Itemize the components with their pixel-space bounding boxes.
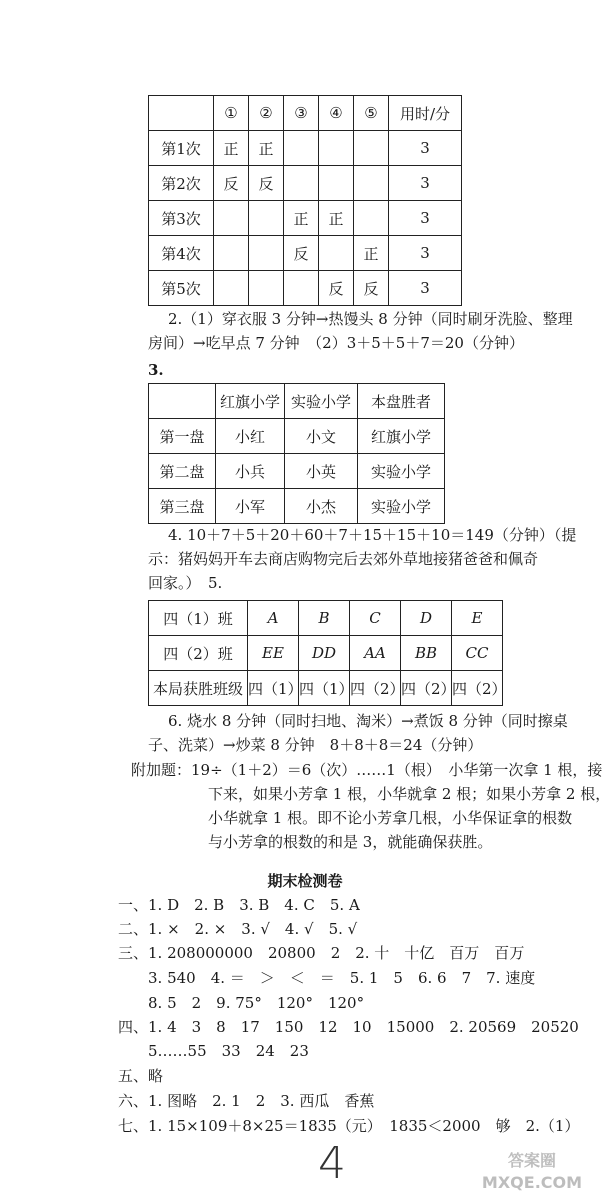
match-table-cell: BB (401, 636, 452, 671)
coin-table-cell: 第1次 (149, 131, 214, 166)
match-table-cell: CC (452, 636, 503, 671)
chess-table-cell: 第三盘 (149, 489, 216, 524)
chess-table-cell: 小文 (285, 419, 358, 454)
coin-table-row (149, 271, 462, 306)
chess-table-cell: 小英 (285, 454, 358, 489)
coin-table-cell (214, 201, 249, 236)
chess-table-cell: 小兵 (216, 454, 285, 489)
answer-section-3a: 三、1. 208000000 20800 2 2. 十 十亿 百万 百万 (118, 944, 525, 962)
chess-table-row (149, 489, 445, 524)
match-table-cell: 本局获胜班级 (149, 671, 248, 706)
q3-label: 3. (148, 361, 164, 379)
match-table-row (149, 601, 503, 636)
coin-table-row (149, 131, 462, 166)
watermark: 答案圈 MXQE.COM (481, 1151, 583, 1192)
coin-table-cell (354, 131, 389, 166)
q4-line-2: 示：猪妈妈开车去商店购物完后去郊外草地接猪爸爸和佩奇 (148, 550, 539, 568)
q4-line-3: 回家。） 5. (148, 574, 223, 592)
coin-table-cell (149, 96, 214, 131)
coin-table-cell: 正 (284, 201, 319, 236)
match-table-cell: EE (248, 636, 299, 671)
q2-line-2: 房间）→吃早点 7 分钟 （2）3＋5＋5＋7＝20（分钟） (148, 334, 524, 352)
coin-table-cell: 反 (319, 271, 354, 306)
chess-table-cell: 红旗小学 (358, 419, 445, 454)
coin-table-cell (354, 166, 389, 201)
chess-table-cell: 小杰 (285, 489, 358, 524)
match-table-cell: 四（1）班 (149, 601, 248, 636)
q6-line-2: 子、洗菜）→炒菜 8 分钟 8＋8＋8＝24（分钟） (148, 736, 483, 754)
bonus-line-3: 小华就拿 1 根。即不论小芳拿几根，小华保证拿的根数 (208, 809, 573, 827)
coin-table-cell: 反 (214, 166, 249, 201)
coin-table-cell: 正 (319, 201, 354, 236)
match-table-cell: B (299, 601, 350, 636)
q2-line-1: 2.（1）穿衣服 3 分钟→热馒头 8 分钟（同时刷牙洗脸、整理 (168, 310, 573, 328)
answer-section-1: 一、1. D 2. B 3. B 4. C 5. A (118, 896, 360, 914)
coin-table-cell: ④ (319, 96, 354, 131)
coin-table-cell: 第3次 (149, 201, 214, 236)
coin-table-cell: ③ (284, 96, 319, 131)
chess-table-cell: 小红 (216, 419, 285, 454)
chess-table-cell: 实验小学 (358, 489, 445, 524)
answer-section-7: 七、1. 15×109＋8×25＝1835（元） 1835＜2000 够 2.（1） (118, 1117, 580, 1135)
coin-table-cell: 反 (249, 166, 284, 201)
match-table (148, 600, 507, 706)
match-table-cell: 四（2） (452, 671, 503, 706)
answer-section-4a: 四、1. 4 3 8 17 150 12 10 15000 2. 20569 20520 (118, 1018, 579, 1036)
coin-table-row (149, 201, 462, 236)
coin-table-cell: 正 (214, 131, 249, 166)
match-table-row (149, 671, 503, 706)
chess-table-cell: 小军 (216, 489, 285, 524)
answer-section-2: 二、1. × 2. × 3. √ 4. √ 5. √ (118, 920, 358, 938)
coin-table-cell: 3 (389, 201, 462, 236)
coin-table (148, 95, 462, 306)
bonus-line-4: 与小芳拿的根数的和是 3，就能确保获胜。 (208, 833, 493, 851)
exam-title: 期末检测卷 (267, 872, 343, 890)
chess-table (148, 383, 445, 524)
chess-table-cell: 红旗小学 (216, 384, 285, 419)
chess-table-cell: 实验小学 (358, 454, 445, 489)
coin-table-cell: 3 (389, 166, 462, 201)
coin-table-cell (319, 131, 354, 166)
chess-table-row (149, 454, 445, 489)
match-table-cell: DD (299, 636, 350, 671)
coin-table-cell (284, 166, 319, 201)
coin-table-cell (284, 271, 319, 306)
answer-section-3c: 8. 5 2 9. 75° 120° 120° (148, 994, 365, 1012)
coin-table-cell (284, 131, 319, 166)
chess-table-cell: 实验小学 (285, 384, 358, 419)
coin-table-cell: 第4次 (149, 236, 214, 271)
coin-table-cell (214, 271, 249, 306)
bonus-line-2: 下来，如果小芳拿 1 根，小华就拿 2 根；如果小芳拿 2 根， (208, 785, 610, 803)
bonus-line-1: 附加题：19÷（1＋2）＝6（次）……1（根） 小华第一次拿 1 根，接 (131, 761, 603, 779)
answer-section-3b: 3. 540 4. ＝ ＞ ＜ ＝ 5. 1 5 6. 6 7 7. 速度 (148, 969, 536, 987)
match-table-cell: 四（2） (401, 671, 452, 706)
match-table-cell: 四（1） (248, 671, 299, 706)
chess-table-row (149, 384, 445, 419)
coin-table-cell: ⑤ (354, 96, 389, 131)
coin-table-cell (354, 201, 389, 236)
answer-section-6: 六、1. 图略 2. 1 2 3. 西瓜 香蕉 (118, 1092, 375, 1110)
match-table-cell: E (452, 601, 503, 636)
match-table-row (149, 636, 503, 671)
page-number: 4 (318, 1138, 346, 1189)
coin-table-cell: 3 (389, 271, 462, 306)
coin-table-cell: ① (214, 96, 249, 131)
answer-section-4b: 5……55 33 24 23 (148, 1042, 309, 1060)
coin-table-cell: 第2次 (149, 166, 214, 201)
coin-table-cell: 用时/分 (389, 96, 462, 131)
coin-table-cell: 正 (354, 236, 389, 271)
match-table-cell: 四（2） (350, 671, 401, 706)
coin-table-cell (214, 236, 249, 271)
coin-table-cell (319, 166, 354, 201)
coin-table-cell: 反 (284, 236, 319, 271)
coin-table-cell: ② (249, 96, 284, 131)
chess-table-cell: 第一盘 (149, 419, 216, 454)
q4-line-1: 4. 10＋7＋5＋20＋60＋7＋15＋15＋10＝149（分钟）（提 (168, 526, 577, 544)
chess-table-cell: 本盘胜者 (358, 384, 445, 419)
coin-table-cell (249, 271, 284, 306)
coin-table-cell (249, 236, 284, 271)
match-table-cell: 四（1） (299, 671, 350, 706)
coin-table-cell (249, 201, 284, 236)
coin-table-cell: 3 (389, 131, 462, 166)
coin-table-cell: 第5次 (149, 271, 214, 306)
chess-table-cell: 第二盘 (149, 454, 216, 489)
match-table-cell: D (401, 601, 452, 636)
answer-section-5: 五、略 (118, 1067, 164, 1085)
coin-table-row (149, 166, 462, 201)
coin-table-cell (319, 236, 354, 271)
chess-table-cell (149, 384, 216, 419)
match-table-cell: AA (350, 636, 401, 671)
match-table-cell: 四（2）班 (149, 636, 248, 671)
coin-table-cell: 3 (389, 236, 462, 271)
match-table-cell: C (350, 601, 401, 636)
coin-table-cell: 正 (249, 131, 284, 166)
coin-table-row (149, 236, 462, 271)
match-table-cell: A (248, 601, 299, 636)
coin-table-cell: 反 (354, 271, 389, 306)
q6-line-1: 6. 烧水 8 分钟（同时扫地、淘米）→煮饭 8 分钟（同时擦桌 (168, 712, 568, 730)
chess-table-row (149, 419, 445, 454)
coin-table-row (149, 96, 462, 131)
